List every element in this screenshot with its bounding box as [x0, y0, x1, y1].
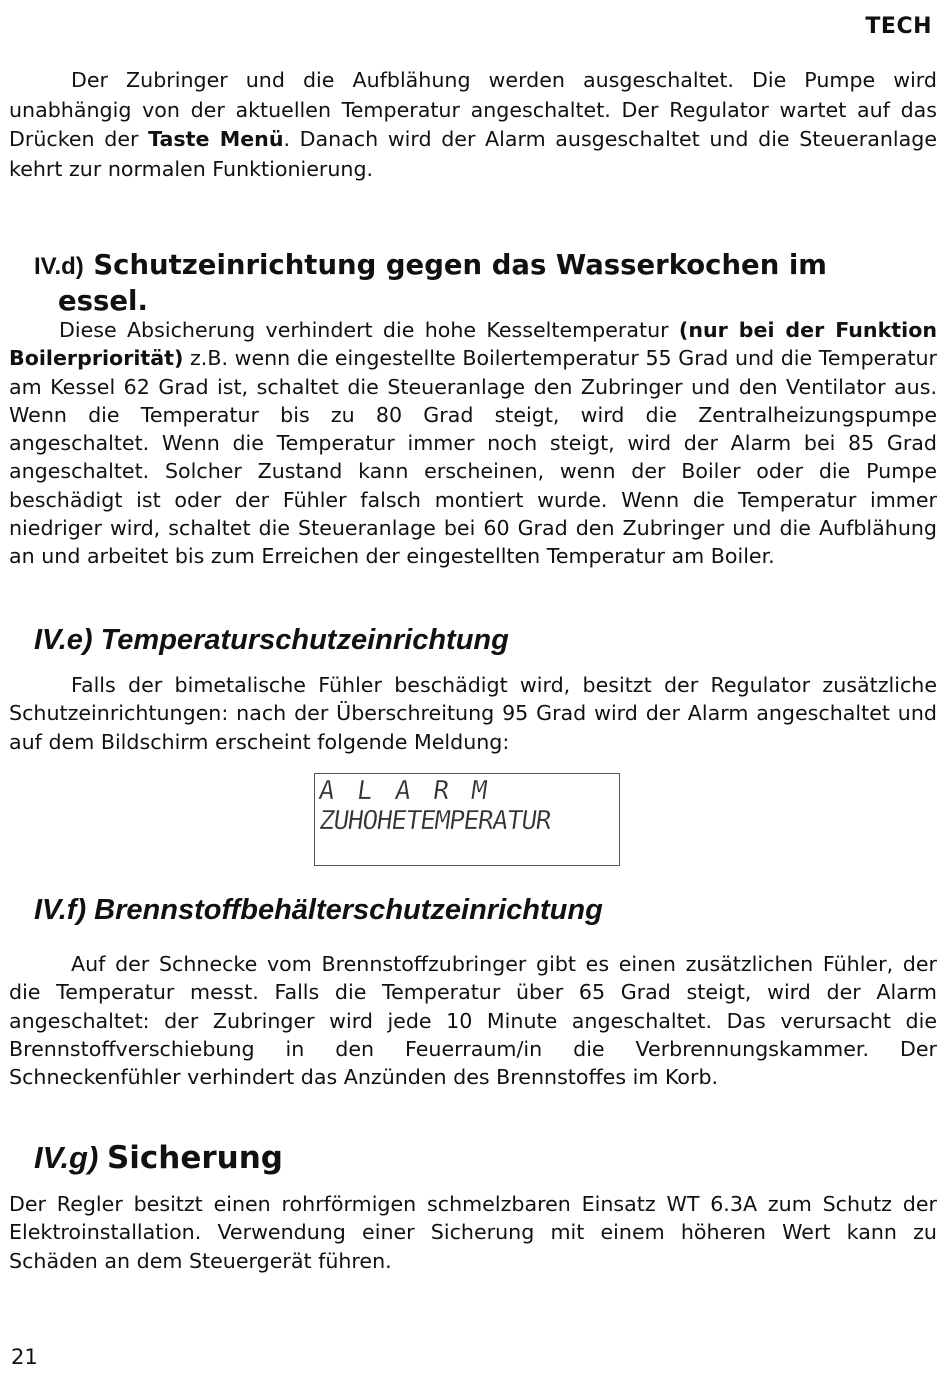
- section-d-text-a: Diese Absicherung verhindert die hohe Kesseltemperatur: [59, 318, 679, 342]
- lcd-line-message: ZUHOHETEMPERATUR: [316, 806, 553, 836]
- section-g-title: Sicherung: [106, 1140, 283, 1176]
- section-f-heading: IV.f) Brennstoffbehälterschutzeinrichtung: [34, 894, 603, 926]
- section-e-paragraph: Falls der bimetalische Fühler beschädigt wird, besitzt der Regulator zusätzliche Schutzeinrichtungen: nach der Überschreitung 95 Grad wird der Alarm angeschaltet und auf dem Bildschirm erscheint folgende Meldung:: [9, 673, 937, 754]
- intro-paragraph: [9, 66, 937, 184]
- section-d-heading: [34, 248, 934, 318]
- section-d-text-b: z.B. wenn die eingestellte Boilertemperatur 55 Grad und die Temperatur am Kessel 62 Grad ist, schaltet die Steueranlage den Zubringer und den Ventilator aus. Wenn die Temperatur bis zu 80 Grad steigt, wird die Zentralheizungspumpe angeschaltet. Wenn die Temperatur immer noch steigt, wird der Alarm bei 85 Grad angeschaltet. Solcher Zustand kann erscheinen, wenn der Boiler oder die Pumpe beschädigt ist oder der Fühler falsch montiert wurde. Wenn die Temperatur immer niedriger wird, schaltet die Steueranlage bei 60 Grad den Zubringer und die Aufblähung an und arbeitet bis zum Erreichen der eingestellten Temperatur am Boiler.: [9, 346, 937, 569]
- intro-bold-key: Taste Menü: [148, 127, 284, 151]
- section-d-bold: (nur bei der Funktion Boilerpriorität): [9, 318, 938, 371]
- brand-logo: TECH: [865, 14, 932, 39]
- section-f-paragraph: Auf der Schnecke vom Brennstoffzubringer gibt es einen zusätzlichen Fühler, der die Temperatur messt. Falls die Temperatur über 65 Grad steigt, wird der Alarm angeschaltet: der Zubringer wird jede 10 Minute angeschaltet. Das verursacht die Brennstoffverschiebung in den Feuerraum/in die Verbrennungskammer. Der Schneckenfühler verhindert das Anzünden des Brennstoffes im Korb.: [9, 952, 937, 1090]
- intro-text-rest: . Danach wird der Alarm ausgeschaltet und die Steueranlage kehrt zur normalen Funktionierung.: [9, 127, 937, 181]
- section-d-number: IV.d): [34, 253, 84, 280]
- lcd-display: [314, 773, 620, 866]
- page-number: 21: [11, 1345, 38, 1369]
- section-g-heading: [34, 1140, 283, 1176]
- section-e-heading: IV.e) Temperaturschutzeinrichtung: [34, 624, 509, 656]
- section-d-paragraph: [9, 316, 937, 571]
- section-g-paragraph: Der Regler besitzt einen rohrförmigen schmelzbaren Einsatz WT 6.3A zum Schutz der Elektroinstallation. Verwendung einer Sicherung mit einem höheren Wert kann zu Schäden an dem Steuergerät führen.: [9, 1192, 937, 1273]
- section-g-number: IV.g): [34, 1140, 99, 1175]
- lcd-line-alarm: A L A R M: [316, 776, 493, 806]
- intro-text: Der Zubringer und die Aufblähung werden ausgeschaltet. Die Pumpe wird unabhängig von der aktuellen Temperatur angeschaltet. Der Regulator wartet auf das Drücken der: [9, 68, 937, 151]
- section-d-title-cont: essel.: [58, 285, 148, 317]
- section-d-title: Schutzeinrichtung gegen das Wasserkochen im: [93, 249, 827, 281]
